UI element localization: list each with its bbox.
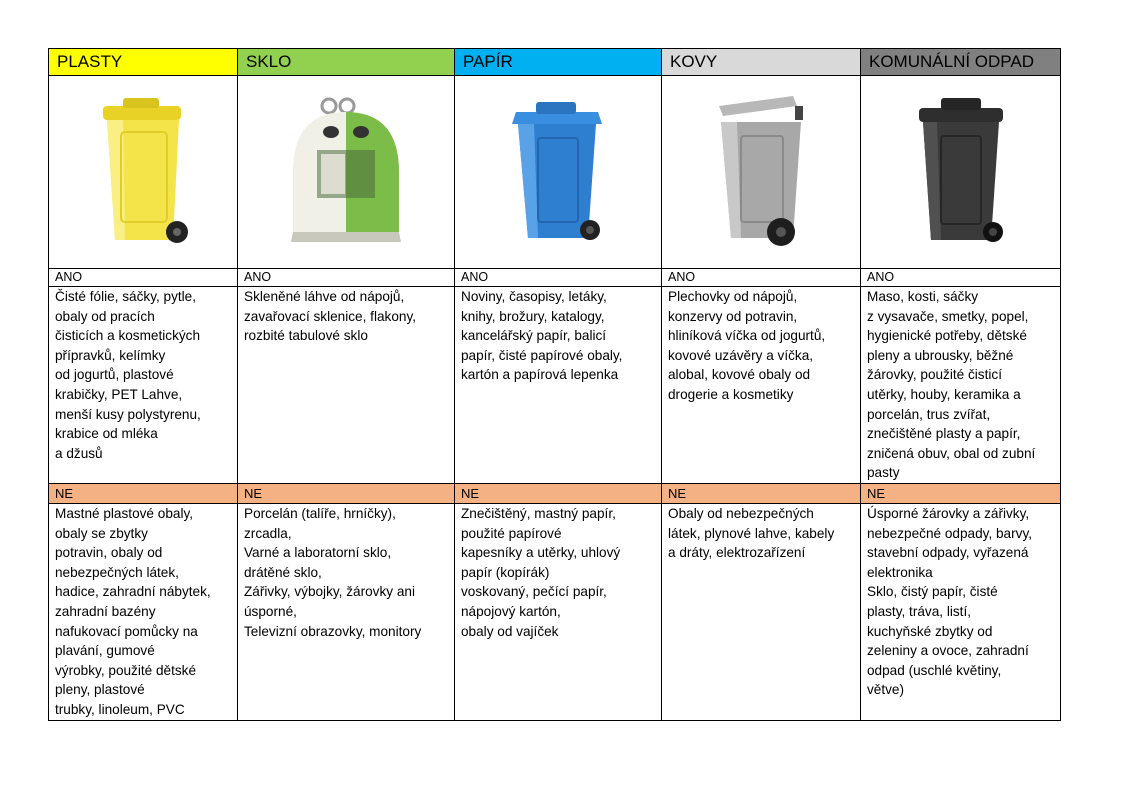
list-line: krabičky, PET Lahve, [55, 386, 183, 402]
list-line: Obaly od nebezpečných [668, 506, 814, 521]
list-line: žárovky, použité čisticí [867, 367, 1002, 383]
list-line: nebezpečné odpady, barvy, [867, 525, 1033, 541]
list-line: znečištěné plasty a papír, [867, 426, 1021, 442]
list-line: krabice od mléka [55, 426, 158, 442]
bin-cell-sklo [238, 76, 455, 269]
list-line: knihy, brožury, katalogy, [461, 308, 605, 324]
list-line: menší kusy polystyrenu, [55, 406, 201, 422]
list-line: zničená obuv, obal od zubní [867, 445, 1036, 461]
yes-label: ANO [455, 269, 662, 287]
list-line: Mastné plastové obaly, [55, 506, 194, 521]
yes-label: ANO [49, 269, 238, 287]
yes-label: ANO [238, 269, 455, 287]
list-line: obaly od vajíček [461, 623, 559, 639]
no-label: NE [238, 484, 455, 504]
list-line: čisticích a kosmetických [55, 328, 201, 344]
list-line: hliníková víčka od jogurtů, [668, 328, 826, 344]
list-line: voskovaný, pečící papír, [461, 584, 607, 600]
list-line: kartón a papírová lepenka [461, 367, 619, 383]
no-list-kovy [662, 504, 861, 721]
bin-cell-plasty [49, 76, 238, 269]
list-line: utěrky, houby, keramika a [867, 386, 1021, 402]
header-label: PLASTY [57, 52, 123, 71]
list-line: Čisté fólie, sáčky, pytle, [55, 289, 197, 304]
list-line: nafukovací pomůcky na [55, 623, 198, 639]
header-label: KOMUNÁLNÍ ODPAD [869, 52, 1034, 71]
list-line: porcelán, trus zvířat, [867, 406, 991, 422]
list-line: kovové uzávěry a víčka, [668, 347, 814, 363]
bin-cell-komunalni [861, 76, 1061, 269]
yes-list-sklo [238, 287, 455, 484]
list-line: Úsporné žárovky a zářivky, [867, 506, 1030, 521]
list-line: látek, plynové lahve, kabely [668, 525, 835, 541]
list-line: plasty, tráva, listí, [867, 603, 971, 619]
list-line: Porcelán (talíře, hrníčky), [244, 506, 396, 521]
list-line: Televizní obrazovky, monitory [244, 623, 422, 639]
list-line: odpad (uschlé květiny, [867, 662, 1002, 678]
blue-bin-icon [498, 92, 618, 252]
list-line: a dráty, elektrozařízení [668, 545, 806, 561]
list-line: alobal, kovové obaly od [668, 367, 811, 383]
list-line: Sklo, čistý papír, čisté [867, 584, 998, 600]
list-line: obaly od pracích [55, 308, 155, 324]
list-line: Zářivky, výbojky, žárovky ani [244, 584, 415, 600]
yes-list-row [49, 287, 1061, 484]
list-line: elektronika [867, 564, 933, 580]
list-line: rozbité tabulové sklo [244, 328, 368, 344]
yes-list-papir [455, 287, 662, 484]
no-label: NE [662, 484, 861, 504]
list-line: přípravků, kelímky [55, 347, 166, 363]
list-line: z vysavače, smetky, popel, [867, 308, 1029, 324]
list-line: Plechovky od nápojů, [668, 289, 798, 304]
no-list-row [49, 504, 1061, 721]
list-line: zeleniny a ovoce, zahradní [867, 643, 1029, 659]
list-line: Znečištěný, mastný papír, [461, 506, 616, 521]
grey-bin-icon [701, 92, 821, 252]
list-line: Skleněné láhve od nápojů, [244, 289, 405, 304]
list-line: zahradní bazény [55, 603, 156, 619]
waste-sorting-table [48, 48, 1061, 721]
yes-list-kovy [662, 287, 861, 484]
list-line: potravin, obaly od [55, 545, 163, 561]
list-line: plavání, gumové [55, 643, 155, 659]
yes-label: ANO [861, 269, 1061, 287]
yes-label-row [49, 269, 1061, 287]
list-line: Maso, kosti, sáčky [867, 289, 979, 304]
no-label-row [49, 484, 1061, 504]
list-line: drátěné sklo, [244, 564, 322, 580]
header-sklo [238, 49, 455, 76]
header-plasty [49, 49, 238, 76]
list-line: konzervy od potravin, [668, 308, 798, 324]
yellow-bin-icon [83, 92, 203, 252]
header-komunalni [861, 49, 1061, 76]
list-line: zavařovací sklenice, flakony, [244, 308, 417, 324]
no-list-papir [455, 504, 662, 721]
list-line: pasty [867, 465, 900, 481]
black-bin-icon [901, 92, 1021, 252]
list-line: nápojový kartón, [461, 603, 561, 619]
list-line: od jogurtů, plastové [55, 367, 174, 383]
yes-label: ANO [662, 269, 861, 287]
list-line: hygienické potřeby, dětské [867, 328, 1027, 344]
list-line: drogerie a kosmetiky [668, 386, 794, 402]
list-line: Varné a laboratorní sklo, [244, 545, 392, 561]
no-label: NE [861, 484, 1061, 504]
list-line: kuchyňské zbytky od [867, 623, 993, 639]
yes-list-plasty [49, 287, 238, 484]
list-line: kancelářský papír, balicí [461, 328, 607, 344]
list-line: větve) [867, 682, 905, 698]
list-line: pleny a ubrousky, běžné [867, 347, 1014, 363]
list-line: hadice, zahradní nábytek, [55, 584, 211, 600]
yes-list-komunalni [861, 287, 1061, 484]
list-line: pleny, plastové [55, 682, 145, 698]
no-label: NE [49, 484, 238, 504]
no-list-komunalni [861, 504, 1061, 721]
no-label: NE [455, 484, 662, 504]
header-row [49, 49, 1061, 76]
list-line: Noviny, časopisy, letáky, [461, 289, 607, 304]
list-line: výrobky, použité dětské [55, 662, 197, 678]
list-line: papír, čisté papírové obaly, [461, 347, 623, 363]
list-line: papír (kopírák) [461, 564, 550, 580]
bin-cell-kovy [662, 76, 861, 269]
list-line: zrcadla, [244, 525, 292, 541]
bin-image-row [49, 76, 1061, 269]
header-label: SKLO [246, 52, 292, 71]
header-label: PAPÍR [463, 52, 513, 71]
header-label: KOVY [670, 52, 718, 71]
list-line: nebezpečných látek, [55, 564, 179, 580]
list-line: kapesníky a utěrky, uhlový [461, 545, 621, 561]
list-line: a džusů [55, 445, 103, 461]
glass-igloo-icon [281, 92, 411, 252]
header-papir [455, 49, 662, 76]
bin-cell-papir [455, 76, 662, 269]
no-list-sklo [238, 504, 455, 721]
header-kovy [662, 49, 861, 76]
list-line: obaly se zbytky [55, 525, 148, 541]
list-line: použité papírové [461, 525, 562, 541]
list-line: stavební odpady, vyřazená [867, 545, 1029, 561]
list-line: trubky, linoleum, PVC [55, 701, 185, 717]
list-line: úsporné, [244, 603, 297, 619]
no-list-plasty [49, 504, 238, 721]
